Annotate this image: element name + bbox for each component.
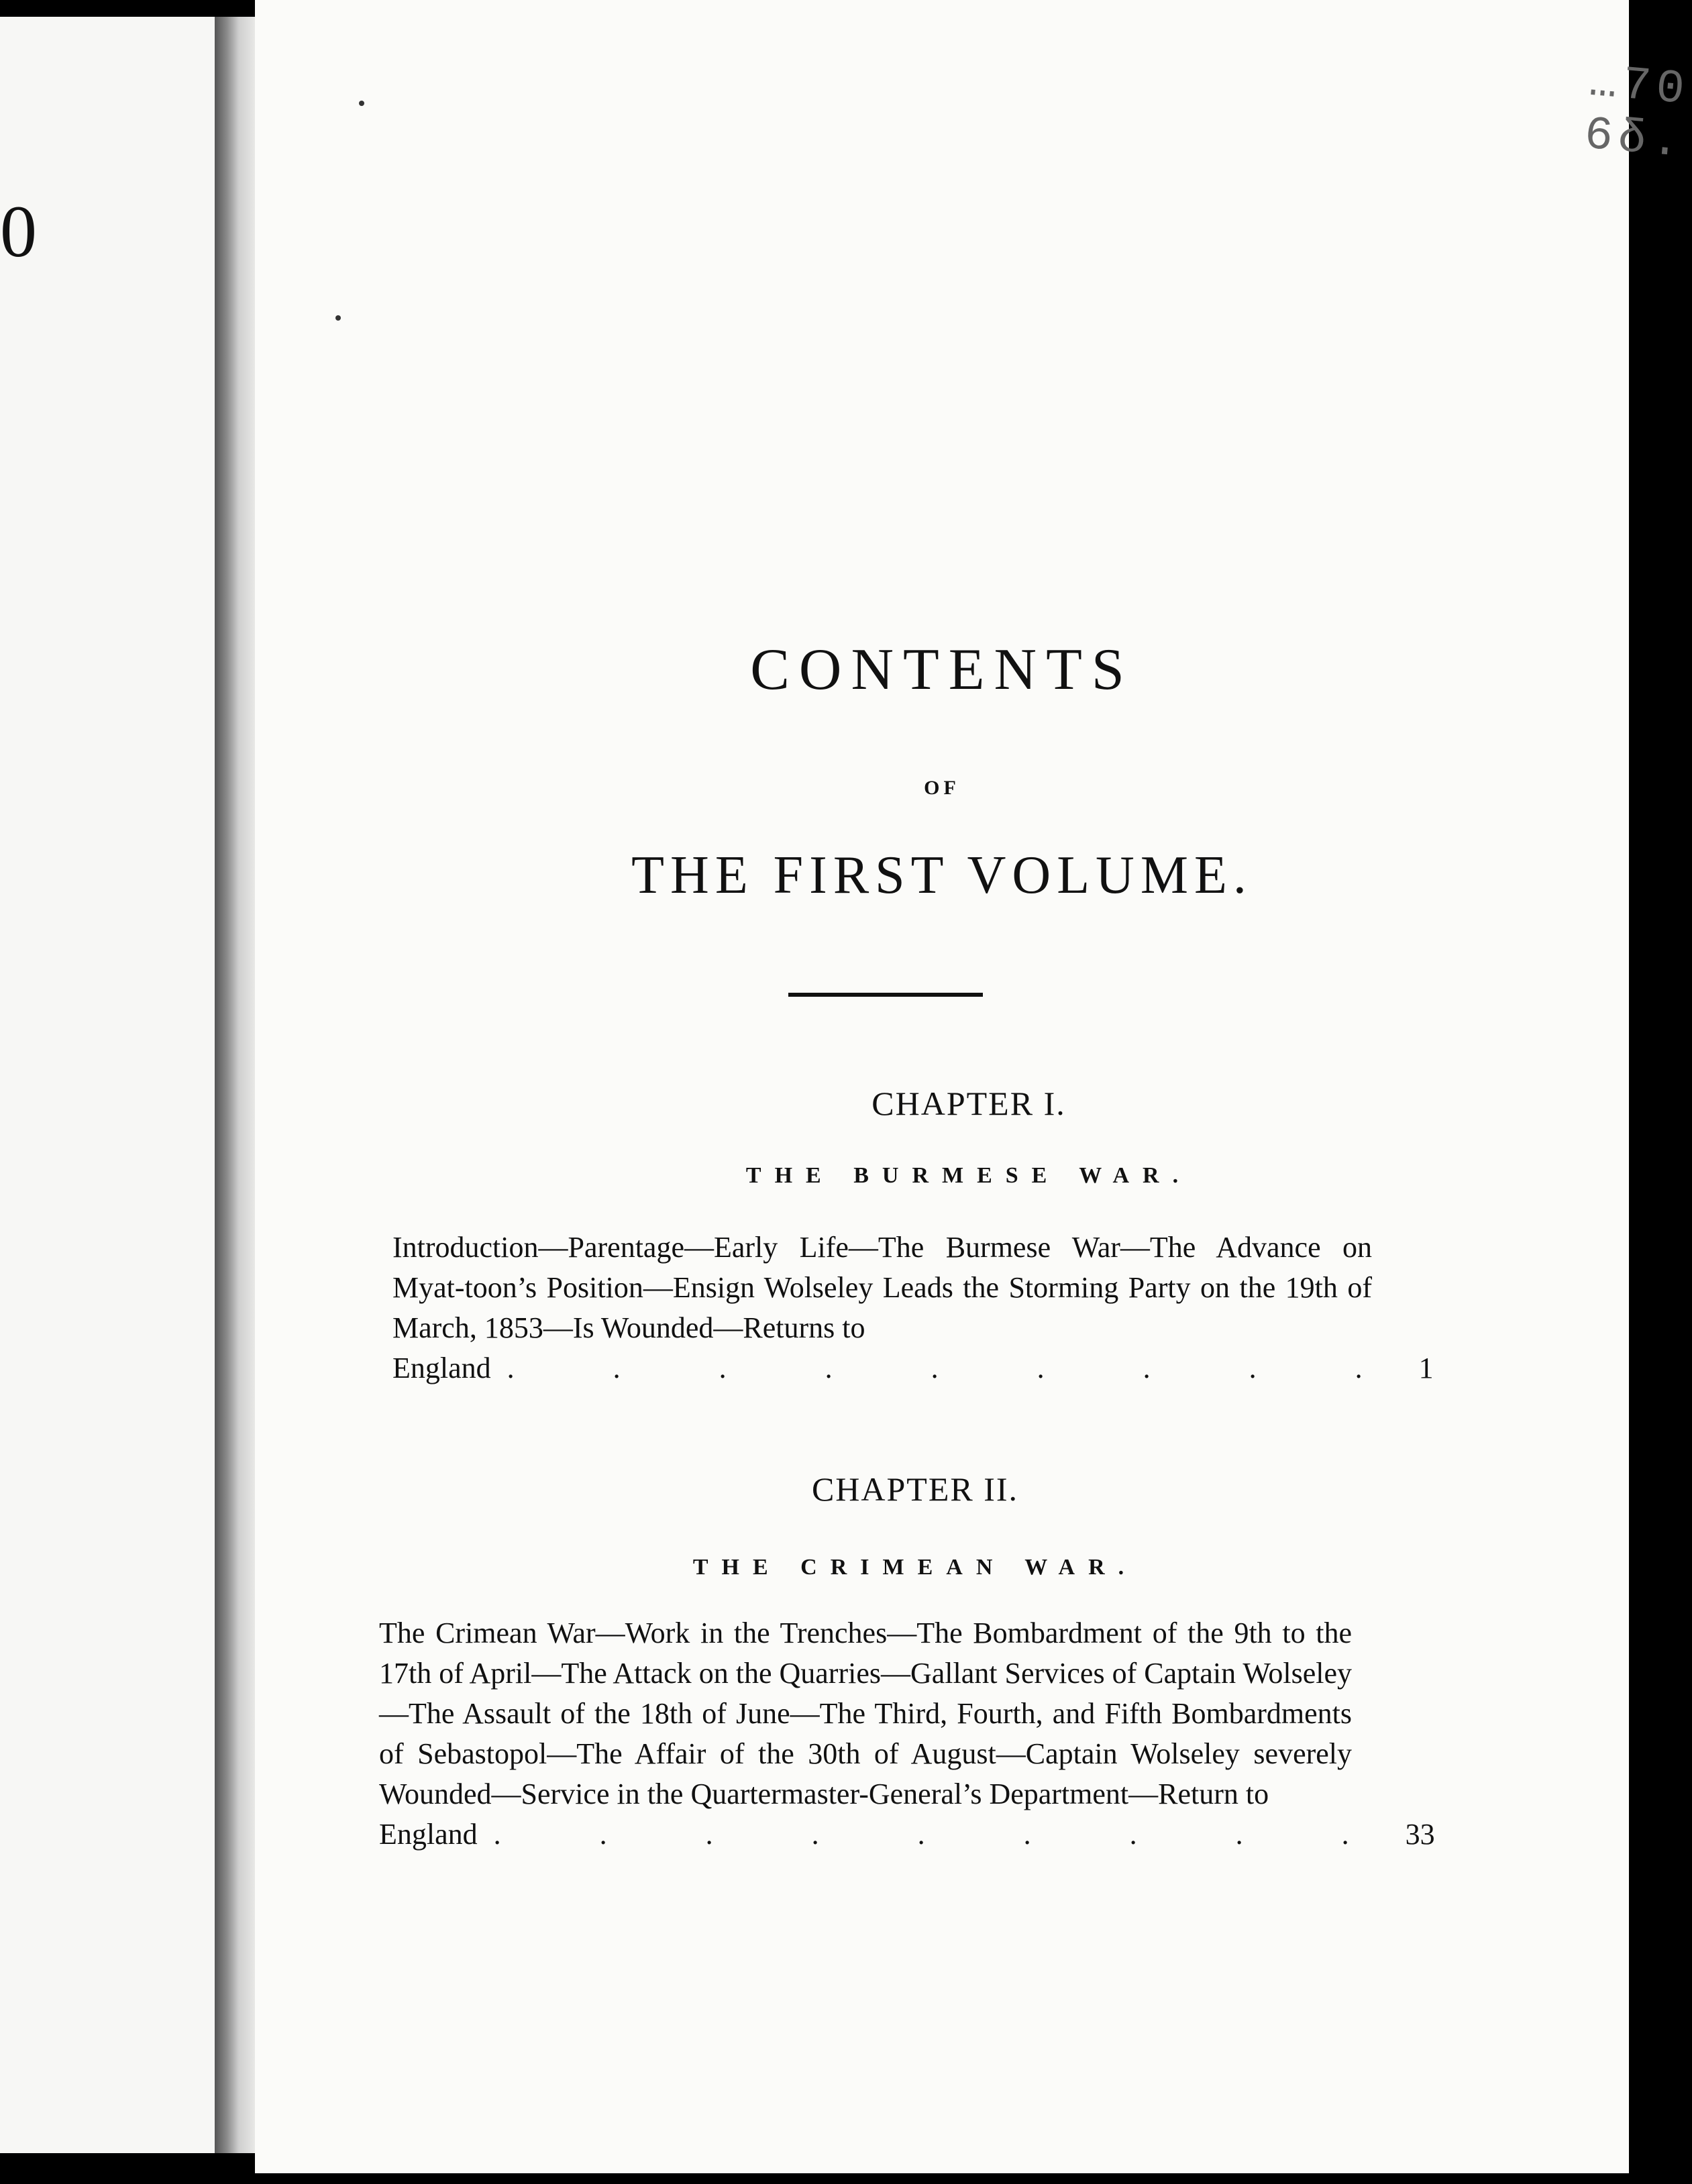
chapter-1-heading: CHAPTER I.	[871, 1085, 1066, 1122]
chapter-2-heading: CHAPTER II.	[811, 1470, 1019, 1508]
chapter-2-subtitle: THE CRIMEAN WAR.	[692, 1555, 1138, 1580]
volume-title: THE FIRST VOLUME.	[631, 846, 1253, 905]
chapter-1-last-word: England	[392, 1352, 491, 1384]
chapter-1-leader-dots: . . . . . . . . .	[507, 1352, 1408, 1384]
chapter-1-summary-text: Introduction—Parentage—Early Life—The Burmese War—The Advance on Myat-toon’s Position—Ensign Wolseley Leads the Storming Party on the 19th of March, 1853—Is Wounded—Returns to	[392, 1231, 1372, 1344]
corner-marks: …70 6δ.	[1582, 56, 1692, 171]
chapter-2-leader-dots: . . . . . . . . .	[493, 1818, 1395, 1851]
chapter-2-page-number: 33	[1405, 1818, 1435, 1851]
margin-mark: 0	[0, 190, 37, 272]
contents-page	[255, 0, 1692, 2173]
chapter-1-summary	[392, 1227, 1434, 1388]
divider-rule	[788, 993, 983, 997]
contents-of: OF	[924, 777, 960, 799]
chapter-1-last-line	[392, 1348, 1434, 1388]
chapter-2-summary-text: The Crimean War—Work in the Trenches—The Bombardment of the 9th to the 17th of April—The Attack on the Quarries—Gallant Services of Captain Wolseley—The Assault of the 18th of June—The Third, Fourth, and Fifth Bombardments of Sebastopol—The Affair of the 30th of August—Captain Wolseley severely Wounded—Service in the Quartermaster-General’s Department—Return to	[379, 1617, 1352, 1810]
ink-speck	[335, 315, 341, 321]
chapter-2-summary	[379, 1613, 1435, 1855]
chapter-2-last-line	[379, 1814, 1435, 1855]
chapter-1-subtitle: THE BURMESE WAR.	[745, 1163, 1192, 1188]
chapter-2-last-word: England	[379, 1818, 478, 1851]
contents-title: CONTENTS	[750, 637, 1134, 702]
ink-speck	[359, 101, 364, 106]
chapter-1-page-number: 1	[1418, 1352, 1434, 1384]
left-page-edge	[0, 17, 217, 2153]
book-gutter	[215, 17, 255, 2153]
